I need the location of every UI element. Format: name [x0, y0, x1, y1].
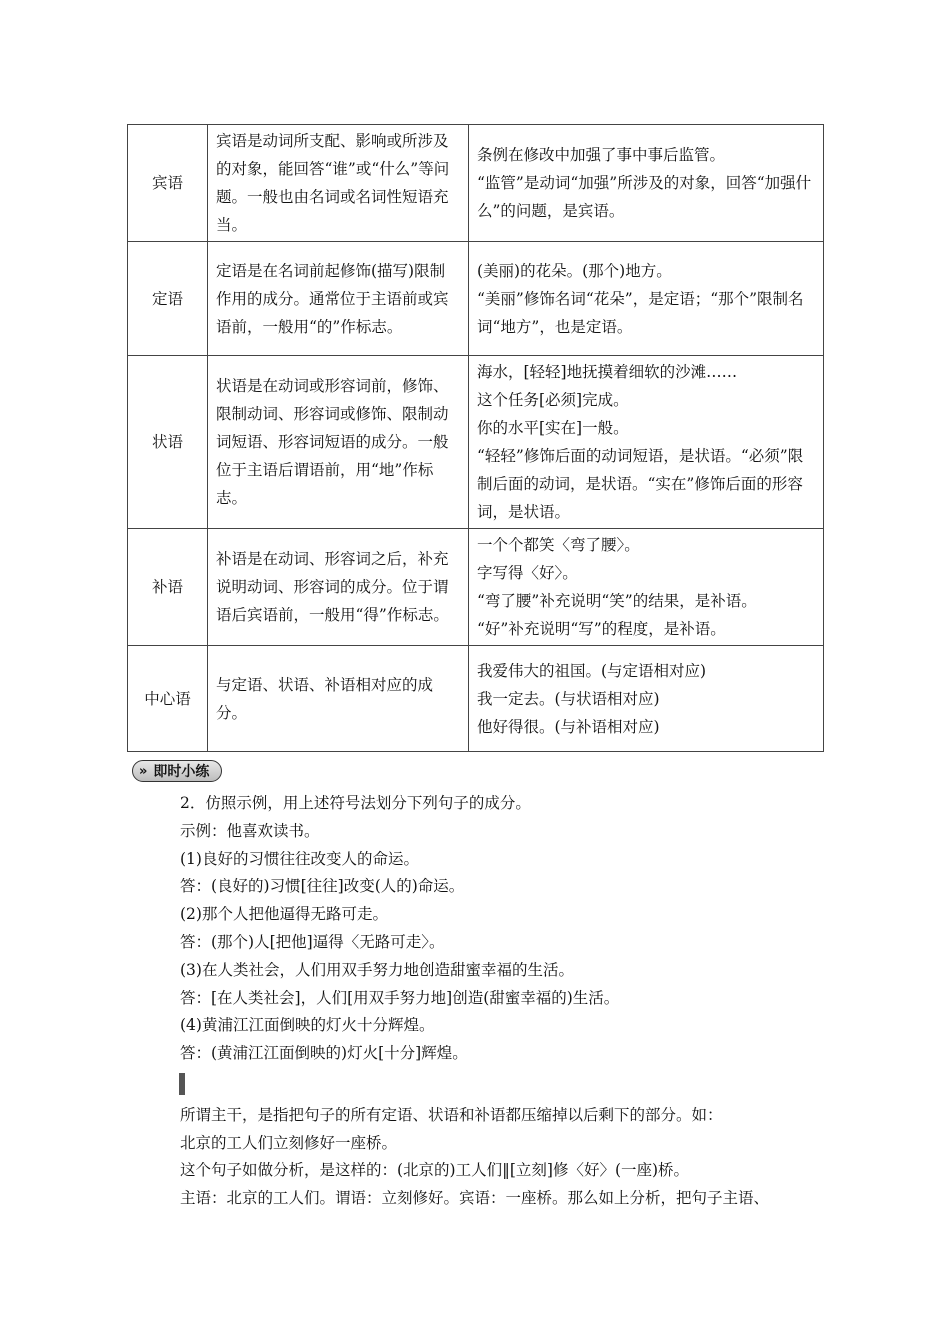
definition-cell: 补语是在动词、形容词之后，补充说明动词、形容词的成分。位于谓语后宾语前，一般用“得”作标志。 [208, 529, 469, 646]
table-row [128, 125, 824, 242]
practice-line: 答：[在人类社会]，人们[用双手努力地]创造(甜蜜幸福的)生活。 [180, 988, 620, 1007]
term-cell: 定语 [128, 242, 208, 356]
practice-line: 答：(那个)人[把他]逼得〈无路可走〉。 [180, 932, 445, 951]
example-line: 这个任务[必须]完成。 [477, 391, 629, 409]
table-row [128, 646, 824, 752]
example-line: “监管”是动词“加强”所涉及的对象，回答“加强什么”的问题，是宾语。 [477, 174, 812, 220]
practice-lines [180, 790, 619, 1068]
example-line: 一个个都笑〈弯了腰〉。 [477, 536, 640, 554]
body-line: 所谓主干，是指把句子的所有定语、状语和补语都压缩掉以后剩下的部分。如： [180, 1106, 723, 1124]
example-line: “美丽”修饰名词“花朵”，是定语；“那个”限制名词“地方”，也是定语。 [477, 289, 804, 336]
example-line: “弯了腰”补充说明“笑”的结果，是补语。 [477, 592, 757, 610]
practice-line: (1)良好的习惯往往改变人的命运。 [180, 849, 419, 868]
example-line: 海水，[轻轻]地抚摸着细软的沙滩…… [477, 363, 738, 381]
definition-cell: 状语是在动词或形容词前，修饰、限制动词、形容词或修饰、限制动词短语、形容词短语的成分。一般位于主语后谓语前，用“地”作标志。 [208, 356, 469, 529]
definition-cell: 定语是在名词前起修饰(描写)限制作用的成分。通常位于主语前或宾语前，一般用“的”作标志。 [208, 242, 469, 356]
example-line: 他好得很。(与补语相对应) [477, 717, 660, 736]
practice-line: (2)那个人把他逼得无路可走。 [180, 905, 388, 924]
practice-line: 答：(黄浦江江面倒映的)灯火[十分]辉煌。 [180, 1044, 468, 1063]
example-line: 字写得〈好〉。 [477, 564, 578, 582]
definition-cell: 宾语是动词所支配、影响或所涉及的对象，能回答“谁”或“什么”等问题。一般也由名词或名词性短语充当。 [208, 125, 469, 242]
example-cell [469, 125, 824, 242]
example-line: 我一定去。(与状语相对应) [477, 689, 660, 708]
body-line: 北京的工人们立刻修好一座桥。 [180, 1133, 398, 1152]
term-cell: 宾语 [128, 125, 208, 242]
example-line: “好”补充说明“写”的程度，是补语。 [477, 620, 726, 638]
practice-line: 示例：他喜欢读书。 [180, 821, 320, 840]
example-line: “轻轻”修饰后面的动词短语，是状语。“必须”限制后面的动词，是状语。“实在”修饰后面的形容词，是状语。 [477, 447, 804, 521]
table-row [128, 529, 824, 646]
example-line: 你的水平[实在]一般。 [477, 419, 629, 437]
term-cell: 补语 [128, 529, 208, 646]
example-line: 条例在修改中加强了事中事后监管。 [477, 146, 726, 164]
example-cell [469, 529, 824, 646]
body-line: 主语：北京的工人们。谓语：立刻修好。宾语：一座桥。那么如上分析，把句子主语、 [180, 1188, 770, 1207]
term-cell: 状语 [128, 356, 208, 529]
practice-line: 答：(良好的)习惯[往往]改变(人的)命运。 [180, 877, 465, 896]
grammar-table [127, 124, 824, 752]
section-marker [179, 1073, 185, 1095]
example-line: 我爱伟大的祖国。(与定语相对应) [477, 661, 707, 680]
body-text [180, 1102, 769, 1212]
double-chevron-icon: » [139, 763, 148, 779]
table-row [128, 242, 824, 356]
term-cell: 中心语 [128, 646, 208, 752]
definition-cell: 与定语、状语、补语相对应的成分。 [208, 646, 469, 752]
table-row [128, 356, 824, 529]
practice-tag-label: 即时小练 [153, 764, 210, 780]
practice-line: (4)黄浦江江面倒映的灯火十分辉煌。 [180, 1016, 435, 1035]
body-line: 这个句子如做分析，是这样的：(北京的)工人们‖[立刻]修〈好〉(一座)桥。 [180, 1161, 690, 1179]
example-cell [469, 356, 824, 529]
example-cell [469, 646, 824, 752]
practice-line: 2．仿照示例，用上述符号法划分下列句子的成分。 [180, 794, 531, 812]
practice-line: (3)在人类社会，人们用双手努力地创造甜蜜幸福的生活。 [180, 960, 574, 979]
practice-tag [132, 760, 222, 782]
example-line: (美丽)的花朵。(那个)地方。 [477, 261, 672, 280]
example-cell [469, 242, 824, 356]
